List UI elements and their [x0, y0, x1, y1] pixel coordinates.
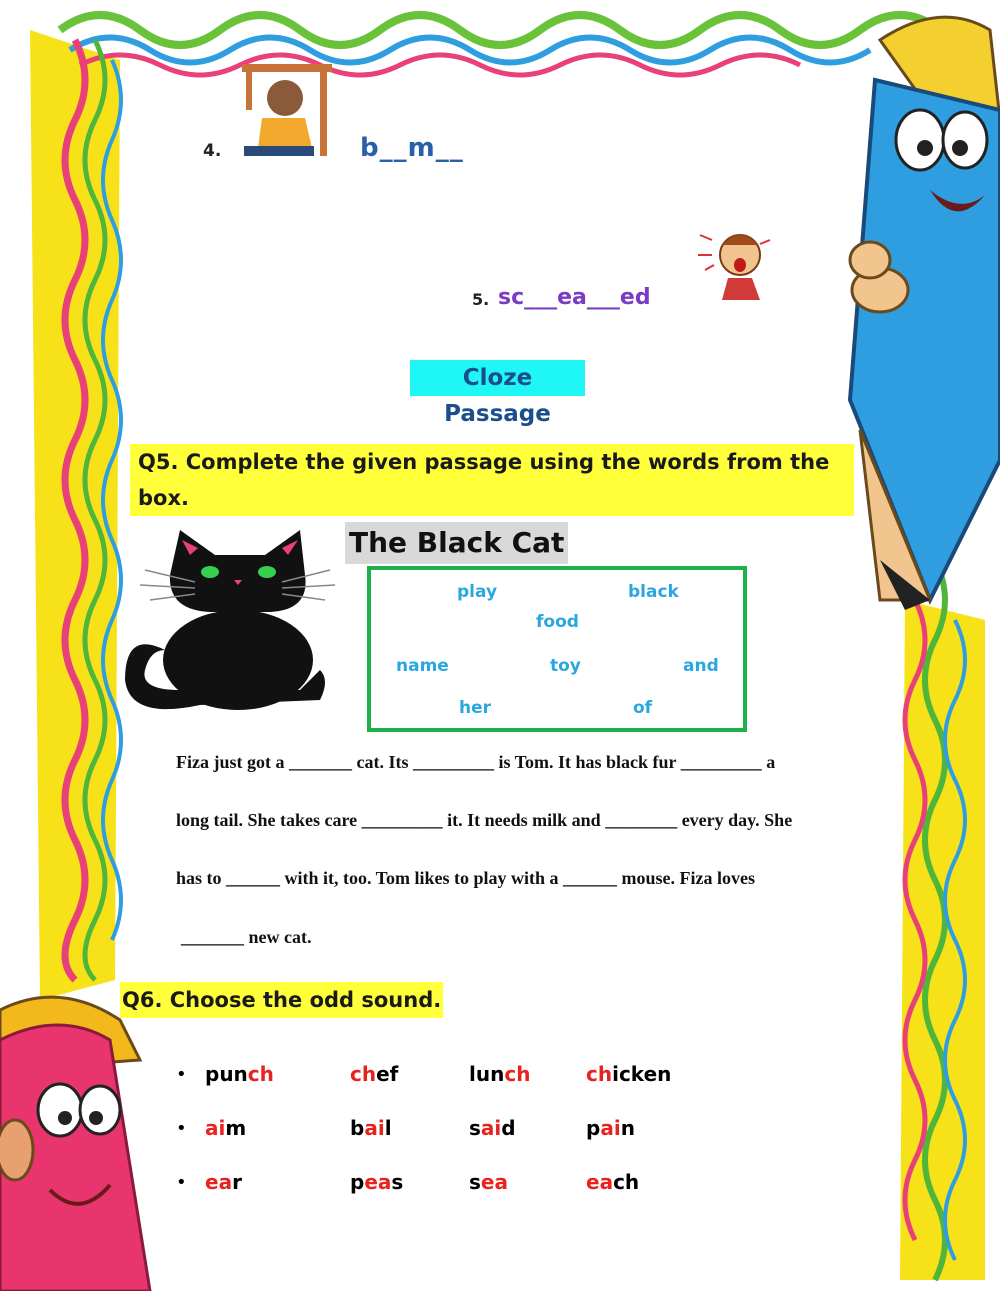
word-box-item: food: [536, 612, 579, 632]
q5-heading: Q5. Complete the given passage using the words from the box.: [130, 444, 854, 516]
odd-sound-option[interactable]: chicken: [586, 1062, 672, 1086]
word-box-item: toy: [550, 656, 581, 676]
question-4-number: 4.: [203, 141, 222, 161]
word-box-item: of: [633, 698, 653, 718]
bullet: •: [176, 1064, 187, 1085]
odd-sound-option[interactable]: sea: [469, 1170, 508, 1194]
odd-sound-option[interactable]: said: [469, 1116, 516, 1140]
question-4-word: b__m__: [360, 133, 464, 163]
top-wave-green: [60, 15, 940, 45]
screaming-girl-illustration: [698, 235, 770, 300]
word-box: [367, 566, 747, 732]
word-box-item: play: [457, 582, 498, 602]
odd-sound-option[interactable]: pain: [586, 1116, 635, 1140]
odd-sound-option[interactable]: peas: [350, 1170, 404, 1194]
question-5-number: 5.: [472, 290, 490, 309]
odd-sound-option[interactable]: punch: [205, 1062, 274, 1086]
odd-sound-option[interactable]: each: [586, 1170, 640, 1194]
odd-sound-option[interactable]: ear: [205, 1170, 242, 1194]
question-5-word: sc___ea___ed: [498, 285, 651, 310]
black-cat-illustration: [125, 530, 335, 710]
odd-sound-option[interactable]: chef: [350, 1062, 399, 1086]
bullet: •: [176, 1118, 187, 1139]
bullet: •: [176, 1172, 187, 1193]
passage-line: Fiza just got a _______ cat. Its _________ is Tom. It has black fur _________ a: [176, 752, 776, 772]
word-box-item: and: [683, 656, 719, 676]
passage-line: long tail. She takes care _________ it. It needs milk and ________ every day. She: [176, 810, 793, 830]
marker-character-illustration: [0, 997, 150, 1291]
odd-sound-option[interactable]: aim: [205, 1116, 247, 1140]
odd-sound-option[interactable]: bail: [350, 1116, 392, 1140]
pencil-character-illustration: [850, 17, 1000, 610]
story-title: The Black Cat: [345, 522, 568, 564]
passage-line: _______ new cat.: [181, 927, 312, 947]
child-under-table-illustration: [242, 64, 332, 156]
word-box-item: black: [628, 582, 679, 602]
odd-sound-option[interactable]: lunch: [469, 1062, 531, 1086]
q6-heading: Q6. Choose the odd sound.: [120, 982, 443, 1018]
cloze-passage-title: Cloze Passage: [410, 360, 585, 396]
word-box-item: her: [459, 698, 492, 718]
word-box-item: name: [396, 656, 449, 676]
passage-line: has to ______ with it, too. Tom likes to play with a ______ mouse. Fiza loves: [176, 868, 756, 888]
